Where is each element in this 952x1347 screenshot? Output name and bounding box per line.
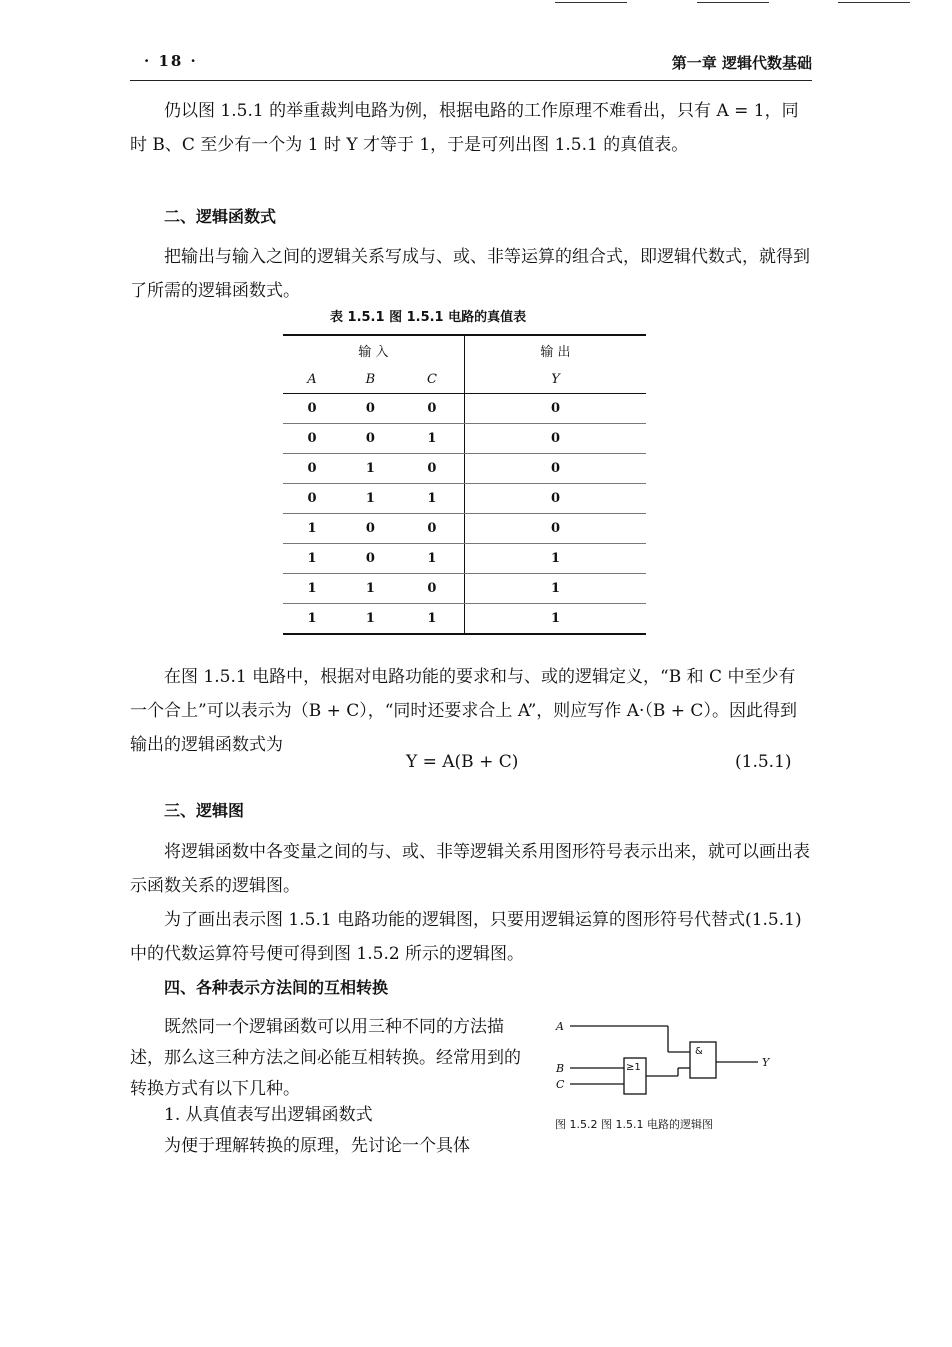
- label-y: Y: [762, 1056, 770, 1069]
- table-cell: 0: [283, 454, 341, 484]
- figure-caption: 图 1.5.2 图 1.5.1 电路的逻辑图: [555, 1118, 713, 1131]
- table-header-c: C: [400, 365, 465, 394]
- equation: Y = A(B + C): [406, 752, 519, 772]
- table-row: [283, 454, 646, 484]
- table-cell: 0: [400, 454, 465, 484]
- label-c: C: [556, 1078, 565, 1091]
- table-cell: 0: [341, 424, 400, 454]
- paragraph-diagram-definition: 将逻辑函数中各变量之间的与、或、非等逻辑关系用图形符号表示出来，就可以画出表示函数关系的逻辑图。: [130, 842, 810, 896]
- paragraph-truth-table-intro: 仍以图 1.5.1 的举重裁判电路为例，根据电路的工作原理不难看出，只有 A = 1，同时 B、C 至少有一个为 1 时 Y 才等于 1，于是可列出图 1.5.1 的真值表。: [130, 101, 799, 155]
- table-caption: 表 1.5.1 图 1.5.1 电路的真值表: [330, 310, 527, 325]
- or-gate-symbol: ≥1: [626, 1062, 641, 1073]
- table-row: [283, 574, 646, 604]
- table-cell: 1: [341, 604, 400, 635]
- table-group-input: 输 入: [283, 335, 464, 365]
- header-rule: [130, 80, 812, 81]
- table-cell: 1: [283, 514, 341, 544]
- table-cell: 1: [400, 484, 465, 514]
- table-cell: 0: [283, 424, 341, 454]
- table-row: [283, 424, 646, 454]
- table-cell: 1: [283, 544, 341, 574]
- paragraph-method-text: 为便于理解转换的原理，先讨论一个具体: [164, 1136, 470, 1156]
- table-cell: 0: [464, 484, 646, 514]
- scan-artifact-line: [555, 2, 627, 3]
- table-cell: 0: [464, 514, 646, 544]
- table-cell: 0: [400, 514, 465, 544]
- table-header-b: B: [341, 365, 400, 394]
- paragraph-derivation: 在图 1.5.1 电路中，根据对电路功能的要求和与、或的逻辑定义，“B 和 C 中至少有一个合上”可以表示为（B + C），“同时还要求合上 A”，则应写作 A·（B + C）。因此得到输出的逻辑函数式为: [130, 667, 797, 755]
- table-cell: 1: [283, 574, 341, 604]
- scan-artifact-line: [697, 2, 769, 3]
- table-cell: 0: [464, 394, 646, 424]
- table-cell: 1: [341, 484, 400, 514]
- table-row: [283, 604, 646, 635]
- table-cell: 1: [400, 544, 465, 574]
- table-cell: 1: [464, 574, 646, 604]
- table-row: [283, 544, 646, 574]
- table-cell: 1: [464, 604, 646, 635]
- paragraph-function-definition: 把输出与输入之间的逻辑关系写成与、或、非等运算的组合式，即逻辑代数式，就得到了所需的逻辑函数式。: [130, 247, 810, 301]
- table-row: [283, 514, 646, 544]
- running-header: [130, 52, 812, 72]
- table-cell: 0: [400, 394, 465, 424]
- table-cell: 0: [283, 484, 341, 514]
- section-heading-logic-function: 二、逻辑函数式: [164, 207, 277, 226]
- table-header-y: Y: [464, 365, 646, 394]
- and-gate: [690, 1042, 716, 1078]
- equation-number: (1.5.1): [735, 752, 792, 772]
- label-a: A: [556, 1020, 564, 1033]
- table-cell: 1: [400, 424, 465, 454]
- table-cell: 1: [400, 604, 465, 635]
- paragraph-method-heading: 1. 从真值表写出逻辑函数式: [164, 1105, 373, 1125]
- paragraph-conversion-intro: 既然同一个逻辑函数可以用三种不同的方法描述，那么这三种方法之间必能互相转换。经常用到的转换方式有以下几种。: [130, 1017, 521, 1099]
- table-group-output: 输 出: [464, 335, 646, 365]
- table-cell: 0: [464, 454, 646, 484]
- table-cell: 0: [341, 544, 400, 574]
- table-cell: 0: [464, 424, 646, 454]
- table-row: [283, 484, 646, 514]
- table-header-a: A: [283, 365, 341, 394]
- page-number: · 18 ·: [144, 52, 198, 70]
- scan-artifact-line: [838, 2, 910, 3]
- section-heading-conversion: 四、各种表示方法间的互相转换: [164, 978, 389, 997]
- logic-diagram: [552, 1012, 792, 1102]
- table-cell: 0: [283, 394, 341, 424]
- truth-table: [283, 334, 646, 635]
- label-b: B: [556, 1062, 565, 1075]
- paragraph-diagram-construction: 为了画出表示图 1.5.1 电路功能的逻辑图，只要用逻辑运算的图形符号代替式(1.5.1)中的代数运算符号便可得到图 1.5.2 所示的逻辑图。: [130, 910, 802, 964]
- table-cell: 1: [283, 604, 341, 635]
- table-cell: 0: [341, 514, 400, 544]
- chapter-title: 第一章 逻辑代数基础: [671, 54, 812, 72]
- table-cell: 0: [341, 394, 400, 424]
- table-cell: 1: [341, 574, 400, 604]
- table-cell: 1: [341, 454, 400, 484]
- section-heading-logic-diagram: 三、逻辑图: [164, 801, 245, 820]
- table-cell: 0: [400, 574, 465, 604]
- table-row: [283, 394, 646, 424]
- and-gate-symbol: &: [695, 1046, 703, 1057]
- table-cell: 1: [464, 544, 646, 574]
